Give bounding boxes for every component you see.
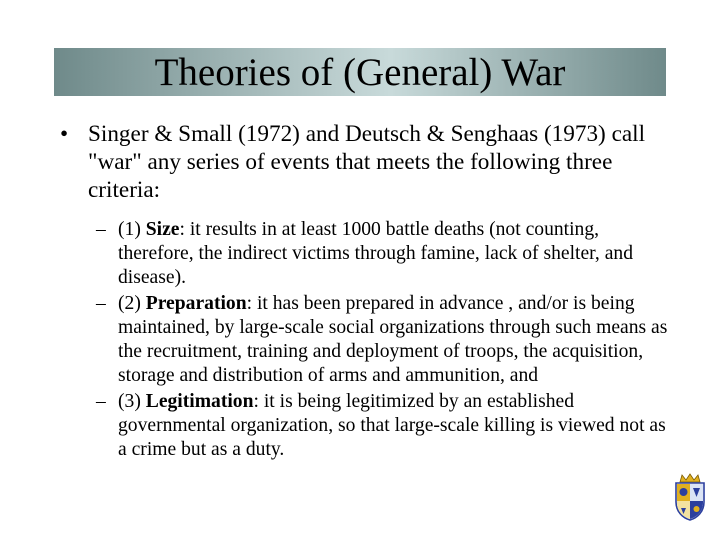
sub-bullet-term: Legitimation [145,391,254,412]
bullet-marker: • [60,121,69,147]
sub-bullet-term: Size [145,219,180,240]
sub-bullet-text: : it results in at least 1000 battle deaths (not counting, therefore, the indirect victims through famine, lack of shelter, and disease). [118,219,633,288]
sub-bullet-list [60,218,672,462]
slide-title: Theories of (General) War [154,50,566,94]
university-crest-icon [670,472,710,522]
sub-bullet-prefix: (3) [118,391,146,412]
sub-bullet-term: Preparation [145,293,247,314]
sub-bullet-size [60,218,672,290]
sub-bullet-prefix: (2) [118,293,146,314]
sub-bullet-text: : it has been prepared in advance , and/or is being maintained, by large‑scale social organizations through such means as the recruitment, training and deployment of troops, the acquisition, storage and distribution of arms and ammunition, and [118,293,668,386]
sub-bullet-text: : it is being legitimized by an established governmental organization, so that large-scale killing is viewed not as a crime but as a duty. [118,391,666,460]
main-bullet [60,120,672,204]
sub-bullet-preparation [60,292,672,388]
dash-marker: – [96,391,106,412]
title-bar [54,48,666,96]
sub-bullet-prefix: (1) [118,219,146,240]
main-bullet-text: Singer & Small (1972) and Deutsch & Senghaas (1973) call "war" any series of events that meets the following three criteria: [88,121,646,203]
slide-content [60,120,672,464]
dash-marker: – [96,219,106,240]
dash-marker: – [96,293,106,314]
sub-bullet-legitimation [60,390,672,462]
